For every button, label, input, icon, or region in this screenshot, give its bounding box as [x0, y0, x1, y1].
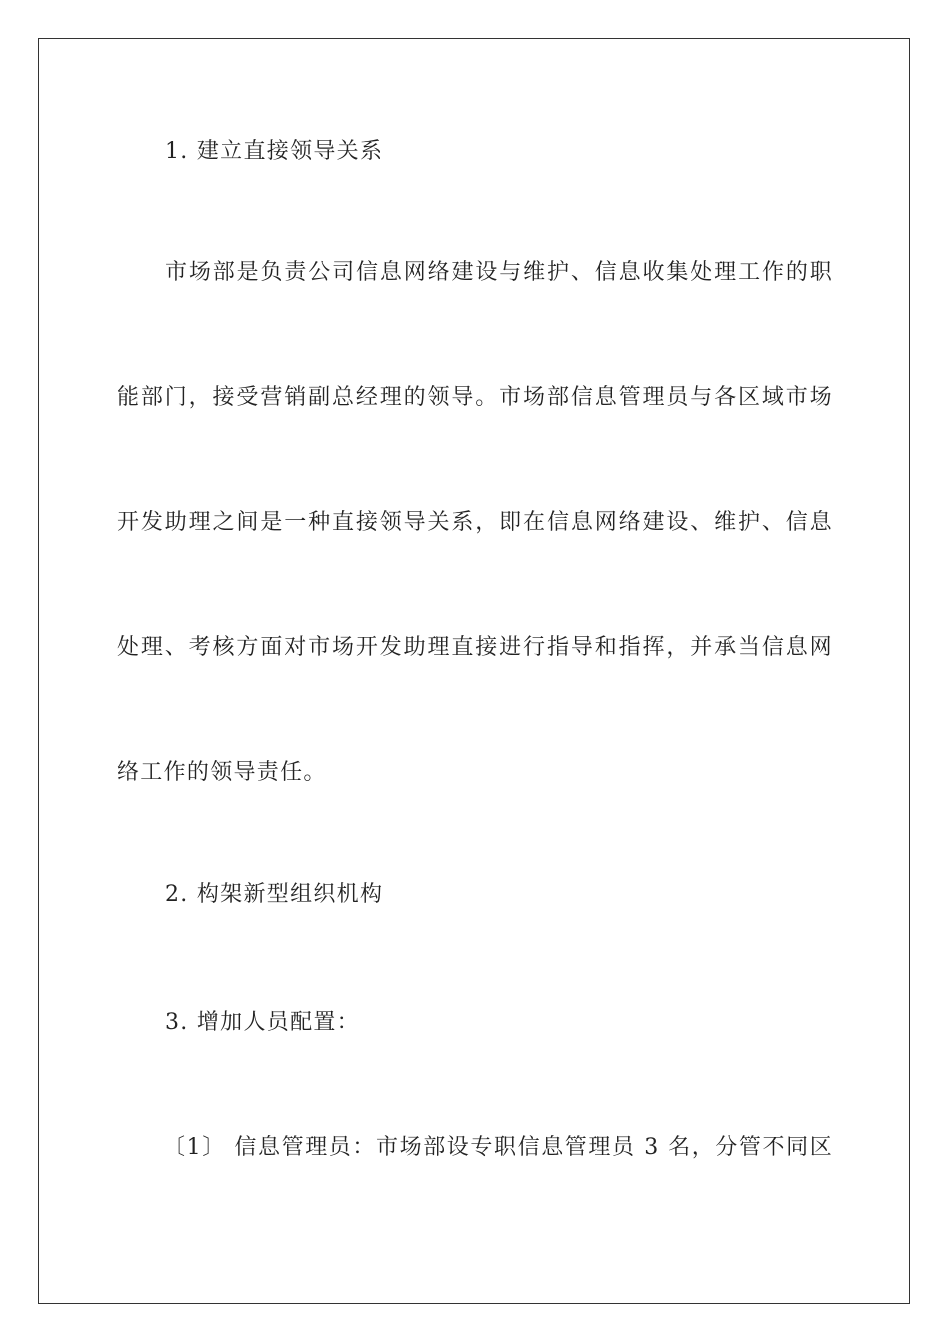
section-heading-1: 1. 建立直接领导关系	[165, 139, 384, 164]
section-heading-2: 2. 构架新型组织机构	[165, 882, 384, 907]
paragraph-line: 开发助理之间是一种直接领导关系，即在信息网络建设、维护、信息	[117, 510, 833, 535]
paragraph-line: 处理、考核方面对市场开发助理直接进行指导和指挥，并承当信息网	[117, 635, 833, 660]
section-heading-3: 3. 增加人员配置：	[165, 1010, 360, 1035]
paragraph-line: 能部门，接受营销副总经理的领导。市场部信息管理员与各区域市场	[117, 385, 833, 410]
paragraph-line: 络工作的领导责任。	[117, 760, 327, 785]
page-border	[38, 38, 910, 1304]
paragraph-line: 市场部是负责公司信息网络建设与维护、信息收集处理工作的职	[165, 260, 833, 285]
list-item-1: 〔1〕 信息管理员：市场部设专职信息管理员 3 名，分管不同区	[163, 1135, 833, 1160]
